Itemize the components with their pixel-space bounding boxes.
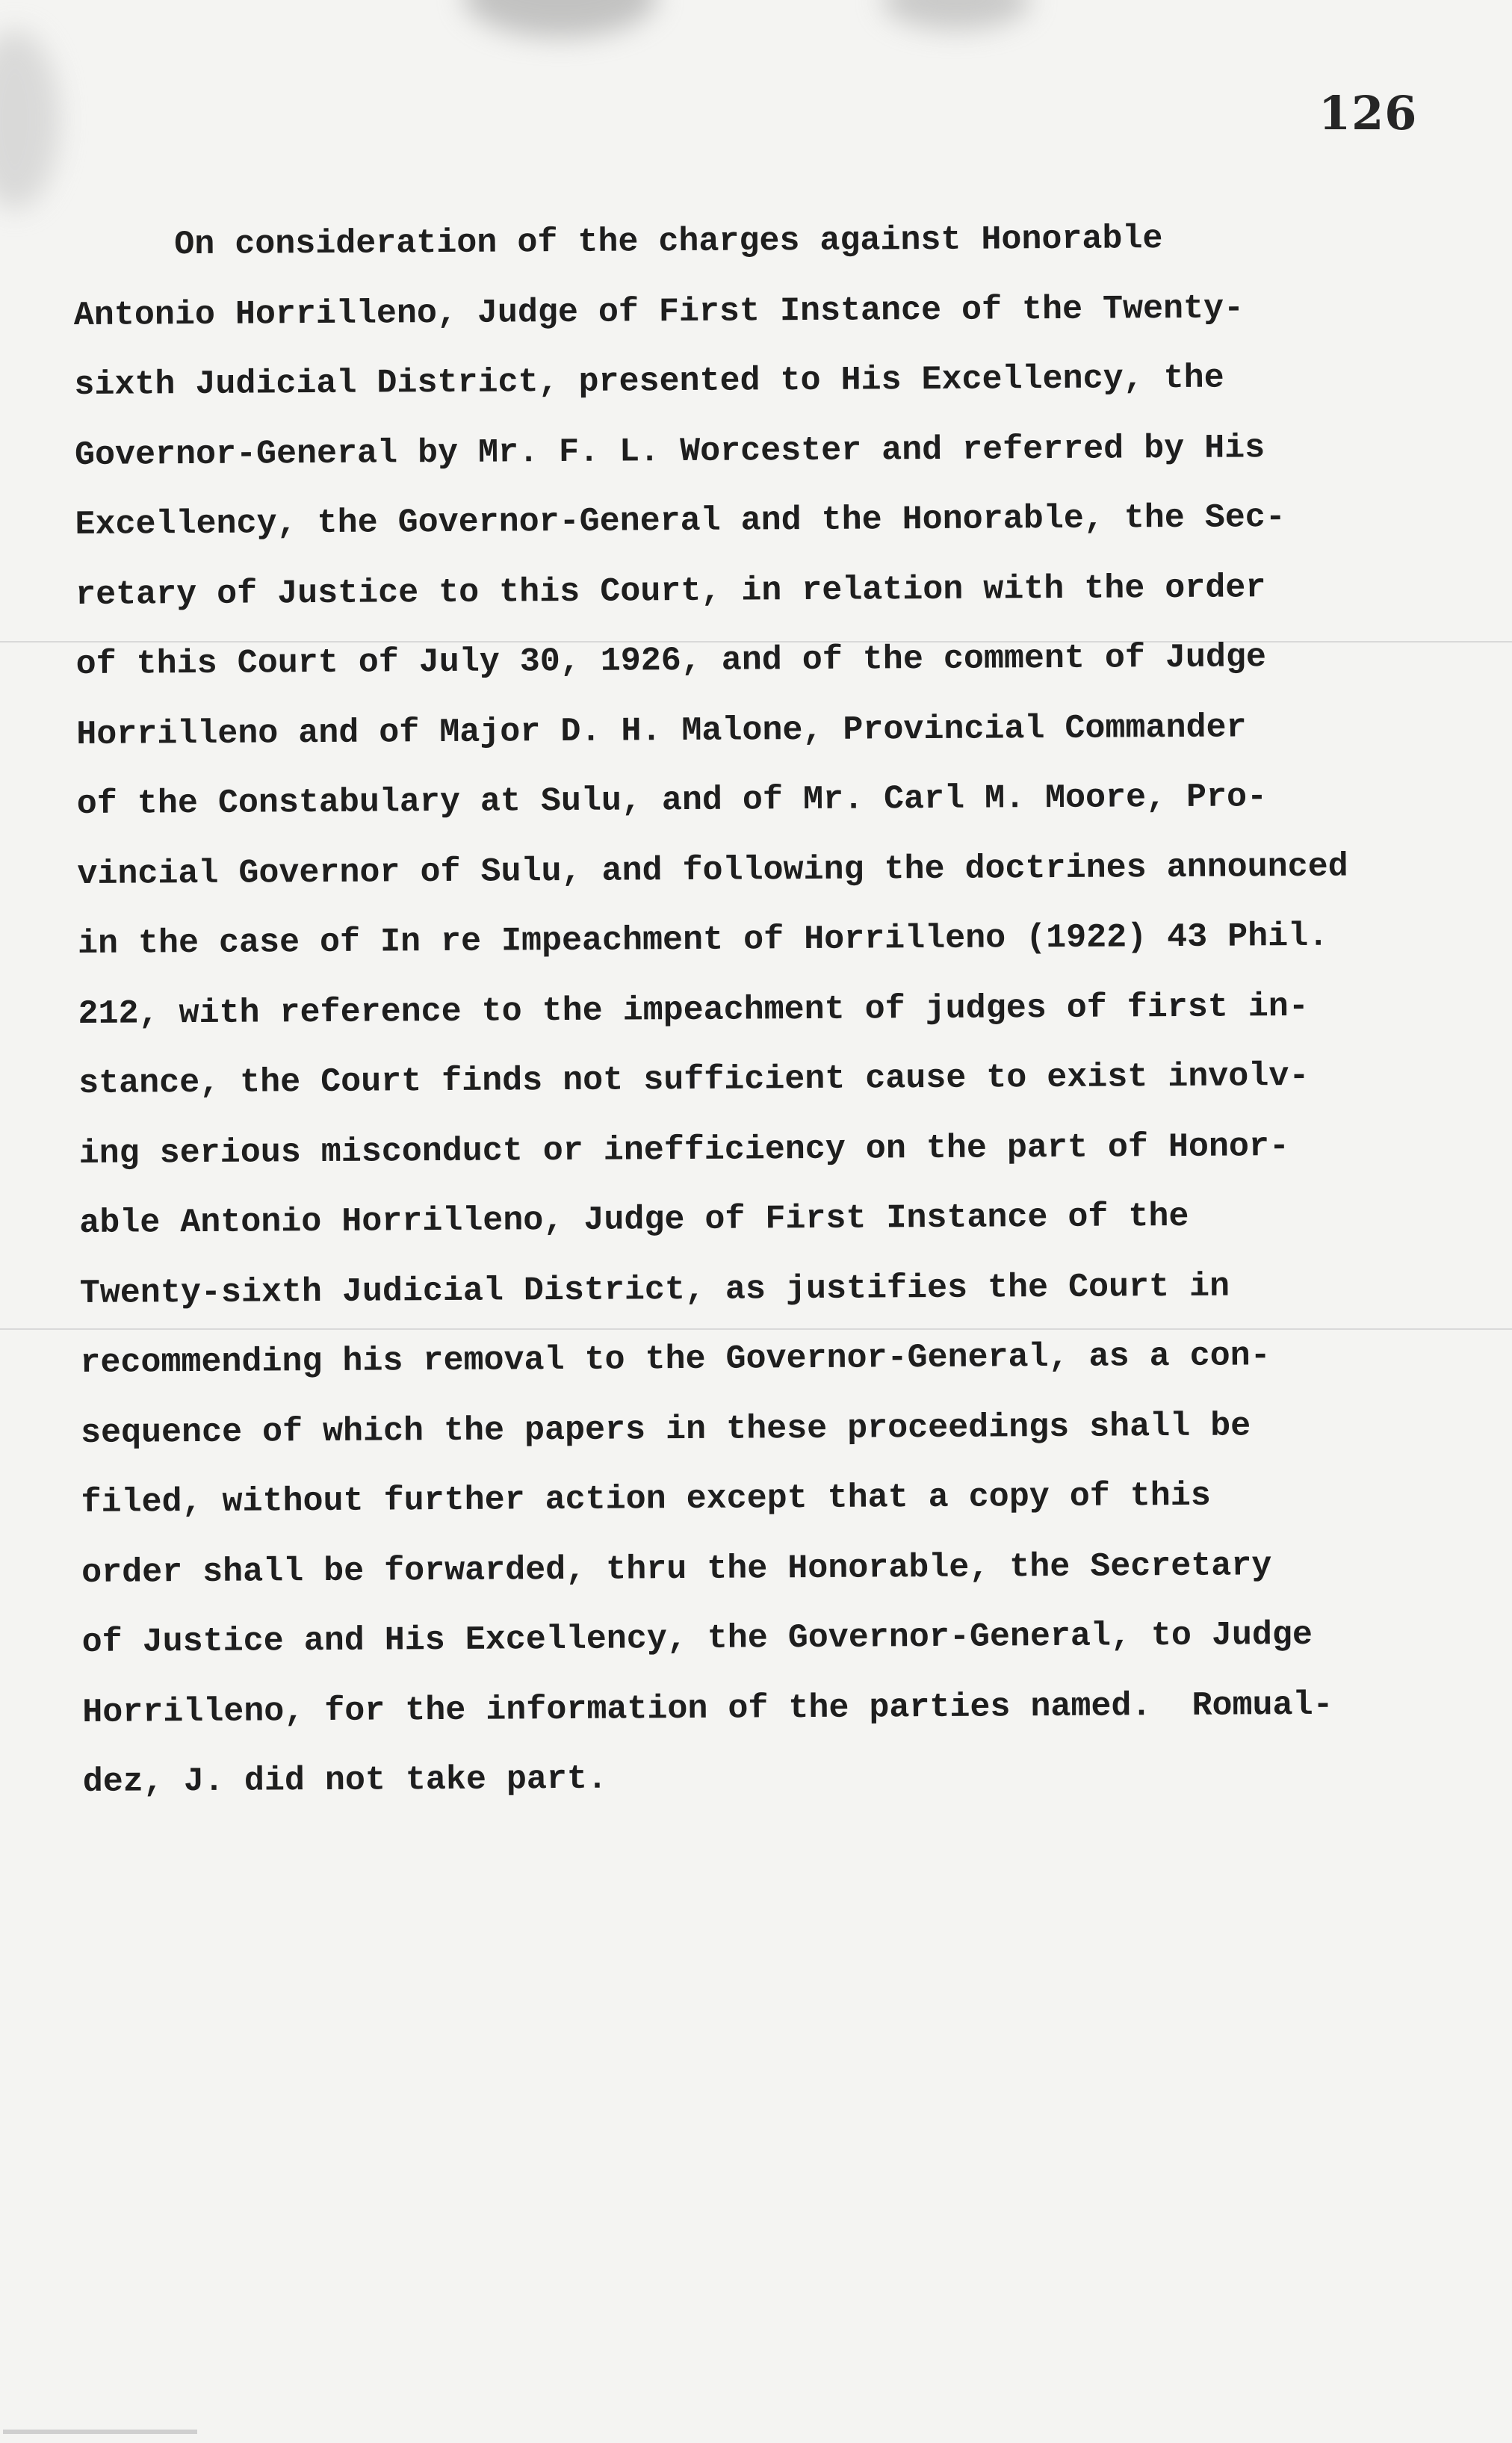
text-line: sixth Judicial District, presented to His Excellency, the <box>74 359 1224 404</box>
text-line: Excellency, the Governor-General and the Honorable, the Sec- <box>75 498 1286 544</box>
scan-footer-mark <box>3 2430 197 2434</box>
text-line: of this Court of July 30, 1926, and of the comment of Judge <box>75 638 1267 684</box>
typed-paragraph <box>73 202 1420 1817</box>
text-line: in the case of In re Impeachment of Horrilleno (1922) 43 Phil. <box>77 917 1329 963</box>
text-line: ing serious misconduct or inefficiency on the part of Honor- <box>78 1127 1290 1173</box>
text-line: retary of Justice to this Court, in relation with the order <box>75 568 1266 614</box>
text-line: On consideration of the charges against Honorable <box>73 220 1163 264</box>
text-line: vincial Governor of Sulu, and following the doctrines announced <box>77 847 1348 894</box>
paper-stain <box>882 0 1031 30</box>
text-line: filed, without further action except that a copy of this <box>81 1476 1211 1522</box>
page-number: 126 <box>1319 86 1418 140</box>
text-line: recommending his removal to the Governor-General, as a con- <box>80 1337 1271 1382</box>
text-line: Antonio Horrilleno, Judge of First Instance of the Twenty- <box>73 288 1245 335</box>
text-line: stance, the Court finds not sufficient cause to exist involv- <box>78 1056 1310 1103</box>
text-line: able Antonio Horrilleno, Judge of First Instance of the <box>79 1197 1189 1242</box>
text-line: Horrilleno, for the information of the parties named. Romual- <box>82 1685 1333 1732</box>
paper-stain <box>0 30 60 209</box>
text-line: of the Constabulary at Sulu, and of Mr. Carl M. Moore, Pro- <box>76 778 1268 823</box>
text-line: Horrilleno and of Major D. H. Malone, Provincial Commander <box>76 707 1247 754</box>
text-line: of Justice and His Excellency, the Governor-General, to Judge <box>81 1615 1313 1662</box>
text-line: 212, with reference to the impeachment of judges of first in- <box>78 987 1309 1033</box>
text-line: order shall be forwarded, thru the Honorable, the Secretary <box>81 1546 1272 1592</box>
paper-stain <box>463 0 657 37</box>
text-line: dez, J. did not take part. <box>82 1759 608 1801</box>
text-line: Twenty-sixth Judicial District, as justifies the Court in <box>79 1267 1230 1313</box>
text-line: sequence of which the papers in these proceedings shall be <box>80 1406 1251 1452</box>
text-line: Governor-General by Mr. F. L. Worcester and referred by His <box>74 428 1265 474</box>
